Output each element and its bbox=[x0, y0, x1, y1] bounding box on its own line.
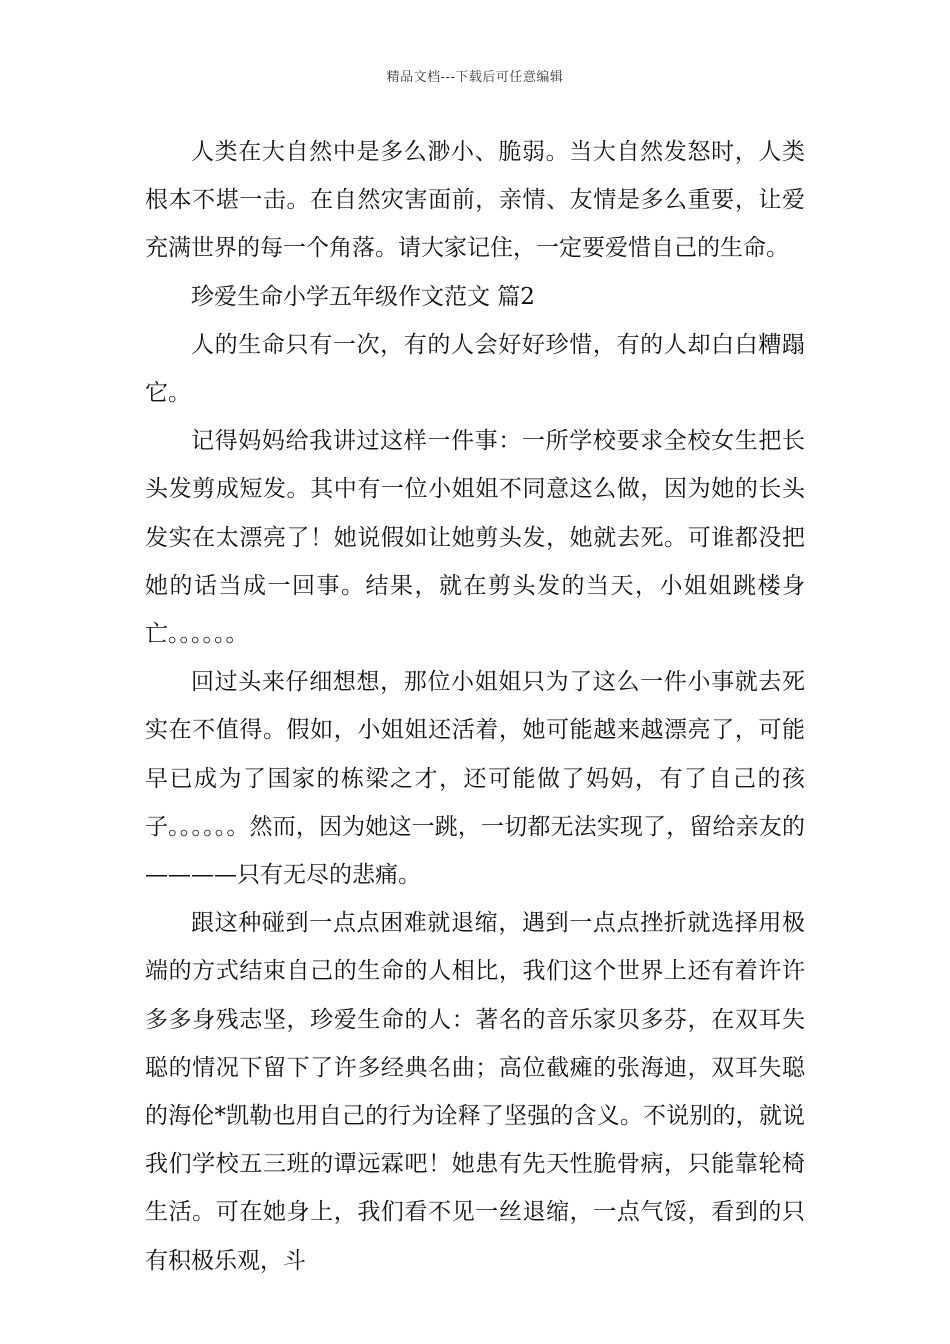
paragraph-examples: 跟这种碰到一点点困难就退缩，遇到一点点挫折就选择用极端的方式结束自己的生命的人相比，我们这个世界上还有着许许多多身残志坚，珍爱生命的人：著名的音乐家贝多芬，在双耳失聪的情况下留下了许多经典名曲；高位截瘫的张海迪，双耳失聪的海伦*凯勒也用自己的行为诠释了坚强的含义。不说别的，就说我们学校五三班的谭远霖吧！她患有先天性脆骨病，只能靠轮椅生活。可在她身上，我们看不见一丝退缩，一点气馁，看到的只有积极乐观，斗 bbox=[145, 910, 805, 1274]
paragraph-life-once: 人的生命只有一次，有的人会好好珍惜，有的人却白白糟蹋它。 bbox=[145, 331, 805, 407]
document-body bbox=[145, 128, 805, 1285]
essay-title: 珍爱生命小学五年级作文范文 篇2 bbox=[191, 283, 535, 310]
paragraph-story: 记得妈妈给我讲过这样一件事：一所学校要求全校女生把长头发剪成短发。其中有一位小姐姐不同意这么做，因为她的长头发实在太漂亮了！她说假如让她剪头发，她就去死。可谁都没把她的话当成一回事。结果，就在剪头发的当天，小姐姐跳楼身亡。。。。。。 bbox=[145, 428, 805, 648]
page-header: 精品文档---下载后可任意编辑 bbox=[386, 70, 564, 85]
paragraph-reflection: 回过头来仔细想想，那位小姐姐只为了这么一件小事就去死实在不值得。假如，小姐姐还活着，她可能越来越漂亮了，可能早已成为了国家的栋梁之才，还可能做了妈妈，有了自己的孩子。。。。。。然而，因为她这一跳，一切都无法实现了，留给亲友的————只有无尽的悲痛。 bbox=[145, 669, 805, 889]
paragraph-nature: 人类在大自然中是多么渺小、脆弱。当大自然发怒时，人类根本不堪一击。在自然灾害面前，亲情、友情是多么重要，让爱充满世界的每一个角落。请大家记住，一定要爱惜自己的生命。 bbox=[145, 139, 805, 262]
